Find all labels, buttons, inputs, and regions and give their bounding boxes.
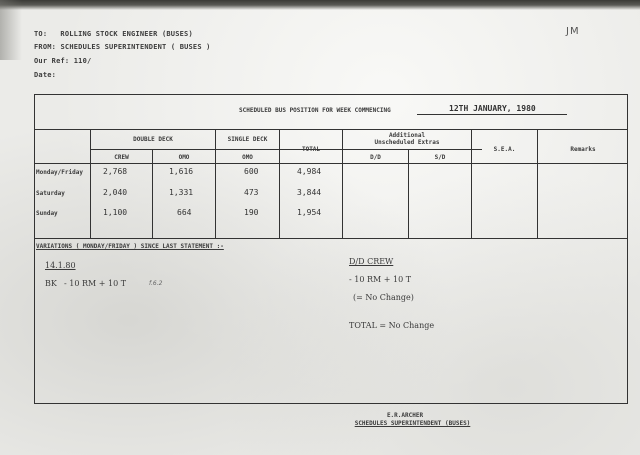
sat-total: 3,844 xyxy=(297,188,322,197)
memo-to-line xyxy=(34,30,193,38)
sat-dd-crew: 2,040 xyxy=(103,188,128,197)
table-bottom-line xyxy=(35,238,627,239)
header-remarks: Remarks xyxy=(570,146,596,153)
variation-date: 14.1.80 xyxy=(45,261,76,270)
col-line-2 xyxy=(152,149,153,238)
sun-dd-omo: 664 xyxy=(177,208,192,217)
row-label-saturday: Saturday xyxy=(36,190,65,197)
memo-from-line xyxy=(34,43,211,51)
handwritten-initials: JM xyxy=(566,26,580,37)
sat-dd-omo: 1,331 xyxy=(169,188,194,197)
sun-sd-omo: 190 xyxy=(244,208,259,217)
mf-dd-crew: 2,768 xyxy=(103,167,128,176)
row-label-sunday: Sunday xyxy=(36,210,58,217)
memo-from-label: FROM: xyxy=(34,43,57,51)
memo-ref-line xyxy=(34,57,91,65)
col-line-6 xyxy=(408,149,409,238)
memo-ref-value: 110/ xyxy=(73,57,92,65)
mf-dd-omo: 1,616 xyxy=(169,167,194,176)
header-extras-dd: D/D xyxy=(370,154,381,161)
header-unscheduled-extras: Unscheduled Extras xyxy=(374,139,440,146)
memo-date-line xyxy=(34,71,56,79)
header-crew: CREW xyxy=(114,154,129,161)
variation-total: TOTAL = No Change xyxy=(349,321,435,330)
scan-shadow-top xyxy=(0,0,640,10)
dd-crew-heading: D/D CREW xyxy=(349,257,394,266)
memo-ref-label: Our Ref: xyxy=(34,57,70,65)
mf-total: 4,984 xyxy=(297,167,322,176)
sun-total: 1,954 xyxy=(297,208,322,217)
sat-sd-omo: 473 xyxy=(244,188,259,197)
header-sd-omo: OMO xyxy=(242,154,253,161)
row-label-monday-friday: Monday/Friday xyxy=(36,169,83,176)
sun-dd-crew: 1,100 xyxy=(103,208,128,217)
dd-crew-note: (= No Change) xyxy=(353,293,414,302)
signatory-name: E.R.ARCHER xyxy=(386,412,424,419)
dd-crew-change: - 10 RM + 10 T xyxy=(349,275,412,284)
header-single-deck: SINGLE DECK xyxy=(227,136,268,143)
signatory-title: SCHEDULES SUPERINTENDENT (BUSES) xyxy=(354,420,471,427)
variation-garage: BK xyxy=(45,279,57,288)
memo-from-value: SCHEDULES SUPERINTENDENT ( BUSES ) xyxy=(60,43,211,51)
header-dd-omo: OMO xyxy=(178,154,190,161)
memo-to-label: TO: xyxy=(34,30,48,38)
week-commencing-date: 12TH JANUARY, 1980 xyxy=(417,104,567,115)
form-title: SCHEDULED BUS POSITION FOR WEEK COMMENCING xyxy=(239,107,391,114)
scan-shadow-left xyxy=(0,0,22,60)
header-bottom-line xyxy=(35,163,627,164)
variation-change-left: - 10 RM + 10 T xyxy=(64,279,127,288)
handwritten-note: f.6.2 xyxy=(149,280,163,287)
mf-sd-omo: 600 xyxy=(244,167,259,176)
header-sea: S.E.A. xyxy=(493,146,516,153)
variations-heading: VARIATIONS ( MONDAY/FRIDAY ) SINCE LAST STATEMENT :- xyxy=(36,243,224,250)
memo-to-value: ROLLING STOCK ENGINEER (BUSES) xyxy=(60,30,193,38)
memo-date-label: Date: xyxy=(34,71,57,79)
form-title-row xyxy=(35,95,627,130)
col-line-1 xyxy=(90,129,91,238)
header-double-deck: DOUBLE DECK xyxy=(133,136,173,143)
col-line-3 xyxy=(215,129,216,238)
header-total: TOTAL xyxy=(301,146,321,153)
bus-position-form xyxy=(34,94,628,404)
header-additional: Additional xyxy=(388,132,426,139)
header-extras-sd: S/D xyxy=(434,154,446,161)
